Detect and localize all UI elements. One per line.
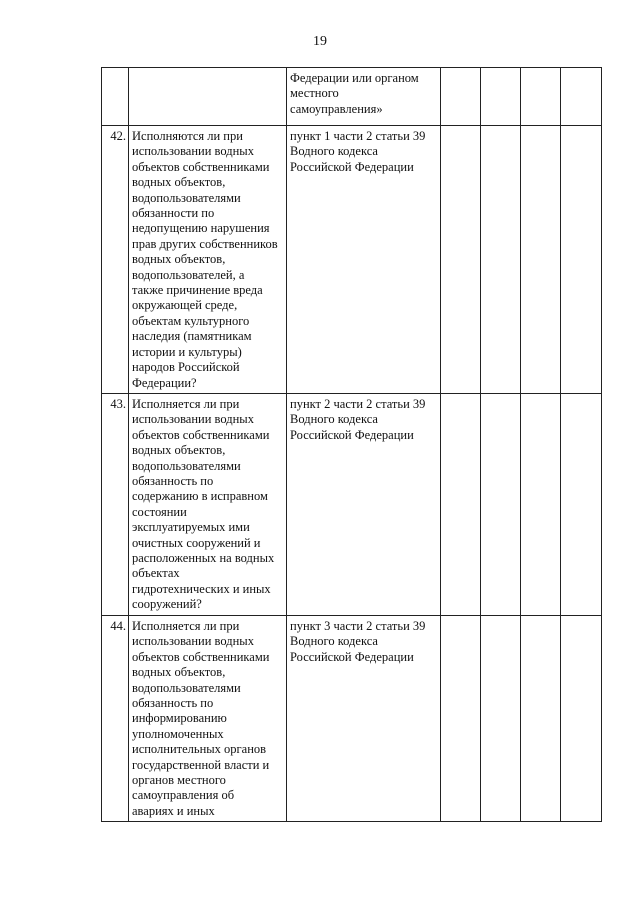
answer-cell-yes <box>441 68 481 126</box>
reference-cell: Федерации или органом местного самоуправления» <box>287 68 441 126</box>
reference-cell: пункт 1 части 2 статьи 39 Водного кодекса Российской Федерации <box>287 126 441 394</box>
row-number: 43. <box>102 393 129 615</box>
answer-cell-na <box>521 68 561 126</box>
row-number: 44. <box>102 615 129 821</box>
question-cell <box>129 68 287 126</box>
notes-cell <box>561 126 602 394</box>
answer-cell-yes <box>441 126 481 394</box>
table-row <box>102 393 602 615</box>
reference-cell: пункт 3 части 2 статьи 39 Водного кодекса Российской Федерации <box>287 615 441 821</box>
answer-cell-yes <box>441 393 481 615</box>
row-number <box>102 68 129 126</box>
answer-cell-no <box>481 68 521 126</box>
notes-cell <box>561 615 602 821</box>
question-cell: Исполняются ли при использовании водных объектов собственниками водных объектов, водопользователями обязанности по недопущению нарушения прав других собственников водных объектов, водопользователей, а также причинение вреда окружающей среде, объектам культурного наследия (памятникам истории и культуры) народов Российской Федерации? <box>129 126 287 394</box>
answer-cell-no <box>481 615 521 821</box>
answer-cell-yes <box>441 615 481 821</box>
answer-cell-no <box>481 393 521 615</box>
reference-cell: пункт 2 части 2 статьи 39 Водного кодекса Российской Федерации <box>287 393 441 615</box>
notes-cell <box>561 393 602 615</box>
page-number: 19 <box>313 34 327 49</box>
answer-cell-na <box>521 126 561 394</box>
table-row <box>102 126 602 394</box>
answer-cell-na <box>521 615 561 821</box>
table-row <box>102 615 602 821</box>
table-row <box>102 68 602 126</box>
checklist-table <box>101 67 602 822</box>
question-cell: Исполняется ли при использовании водных объектов собственниками водных объектов, водопользователями обязанность по информированию уполномоченных исполнительных органов государственной власти и органов местного самоуправления об авариях и иных <box>129 615 287 821</box>
answer-cell-na <box>521 393 561 615</box>
row-number: 42. <box>102 126 129 394</box>
question-cell: Исполняется ли при использовании водных объектов собственниками водных объектов, водопользователями обязанность по содержанию в исправном состоянии эксплуатируемых ими очистных сооружений и расположенных на водных объектах гидротехнических и иных сооружений? <box>129 393 287 615</box>
answer-cell-no <box>481 126 521 394</box>
notes-cell <box>561 68 602 126</box>
